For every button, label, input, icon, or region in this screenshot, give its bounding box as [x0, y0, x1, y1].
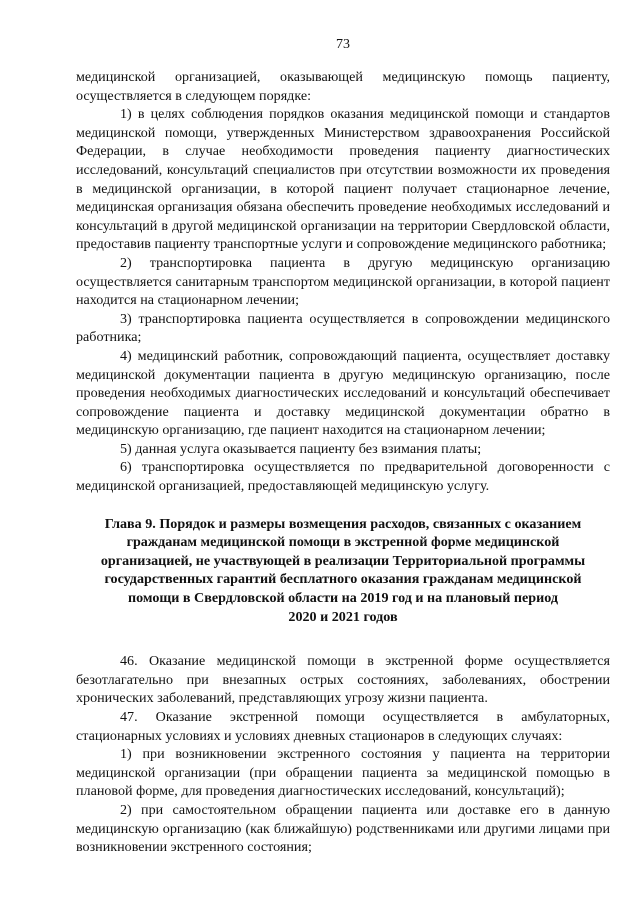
paragraph-item-4: 4) медицинский работник, сопровождающий пациента, осуществляет доставку медицинской документации пациента в другую медицинскую организацию, после проведения необходимых диагностических исследований и консультаций обеспечивает сопровождение пациента и доставку медицинской документации обратно в медицинскую организацию, где пациент находится на стационарном лечении;: [76, 347, 610, 439]
paragraph-item-5: 5) данная услуга оказывается пациенту без взимания платы;: [120, 440, 482, 457]
chapter-heading-line: 2020 и 2021 годов: [288, 608, 398, 625]
page-number: 73: [336, 37, 350, 52]
paragraph-47-item-2: 2) при самостоятельном обращении пациента или доставке его в данную медицинскую организацию (как ближайшую) родственниками или другими лицами при возникновении экстренного состояния;: [76, 801, 610, 856]
paragraph-46: 46. Оказание медицинской помощи в экстренной форме осуществляется безотлагательно при внезапных острых состояниях, заболеваниях, обострении хронических заболеваний, представляющих угрозу жизни пациента.: [76, 653, 610, 707]
document-page: [76, 36, 610, 857]
paragraph-intro: медицинской организацией, оказывающей медицинскую помощь пациенту, осуществляется в следующем порядке:: [76, 69, 610, 104]
paragraph-47: 47. Оказание экстренной помощи осуществляется в амбулаторных, стационарных условиях и условиях дневных стационаров в следующих случаях:: [76, 709, 610, 744]
chapter-heading-line: государственных гарантий бесплатного оказания гражданам медицинской: [104, 571, 582, 588]
chapter-heading: [76, 515, 610, 627]
paragraph-item-2: 2) транспортировка пациента в другую медицинскую организацию осуществляется санитарным транспортом медицинской организации, в которой пациент находится на стационарном лечении;: [76, 254, 610, 309]
chapter-heading-line: помощи в Свердловской области на 2019 год и на плановый период: [128, 590, 558, 607]
section-emergency-care: [76, 652, 610, 857]
chapter-heading-line: организацией, не участвующей в реализации Территориальной программы: [100, 552, 586, 569]
paragraph-item-3: 3) транспортировка пациента осуществляется в сопровождении медицинского работника;: [76, 310, 610, 346]
chapter-heading-line: Глава 9. Порядок и размеры возмещения расходов, связанных с оказанием: [104, 515, 582, 532]
paragraph-item-1: 1) в целях соблюдения порядков оказания медицинской помощи и стандартов медицинской помощи, утвержденных Министерством здравоохранения Российской Федерации, в случае необходимости проведения пациенту диагностических исследований, консультаций специалистов при отсутствии возможности их проведения в медицинской организации, в которой пациент получает стационарное лечение, медицинская организация обязана обеспечить проведение необходимых исследований и консультаций в другой медицинской организации на территории Свердловской области, предоставив пациенту транспортные услуги и сопровождение медицинского работника;: [76, 106, 610, 253]
paragraph-item-6: 6) транспортировка осуществляется по предварительной договоренности с медицинской организацией, предоставляющей медицинскую услугу.: [76, 459, 610, 495]
section-transport-procedure: [76, 68, 610, 496]
chapter-heading-line: гражданам медицинской помощи в экстренной форме медицинской: [126, 534, 560, 551]
paragraph-47-item-1: 1) при возникновении экстренного состояния у пациента на территории медицинской организации (при обращении пациента за медицинской помощью в плановой форме, для проведения диагностических исследований, консультаций);: [76, 746, 610, 800]
